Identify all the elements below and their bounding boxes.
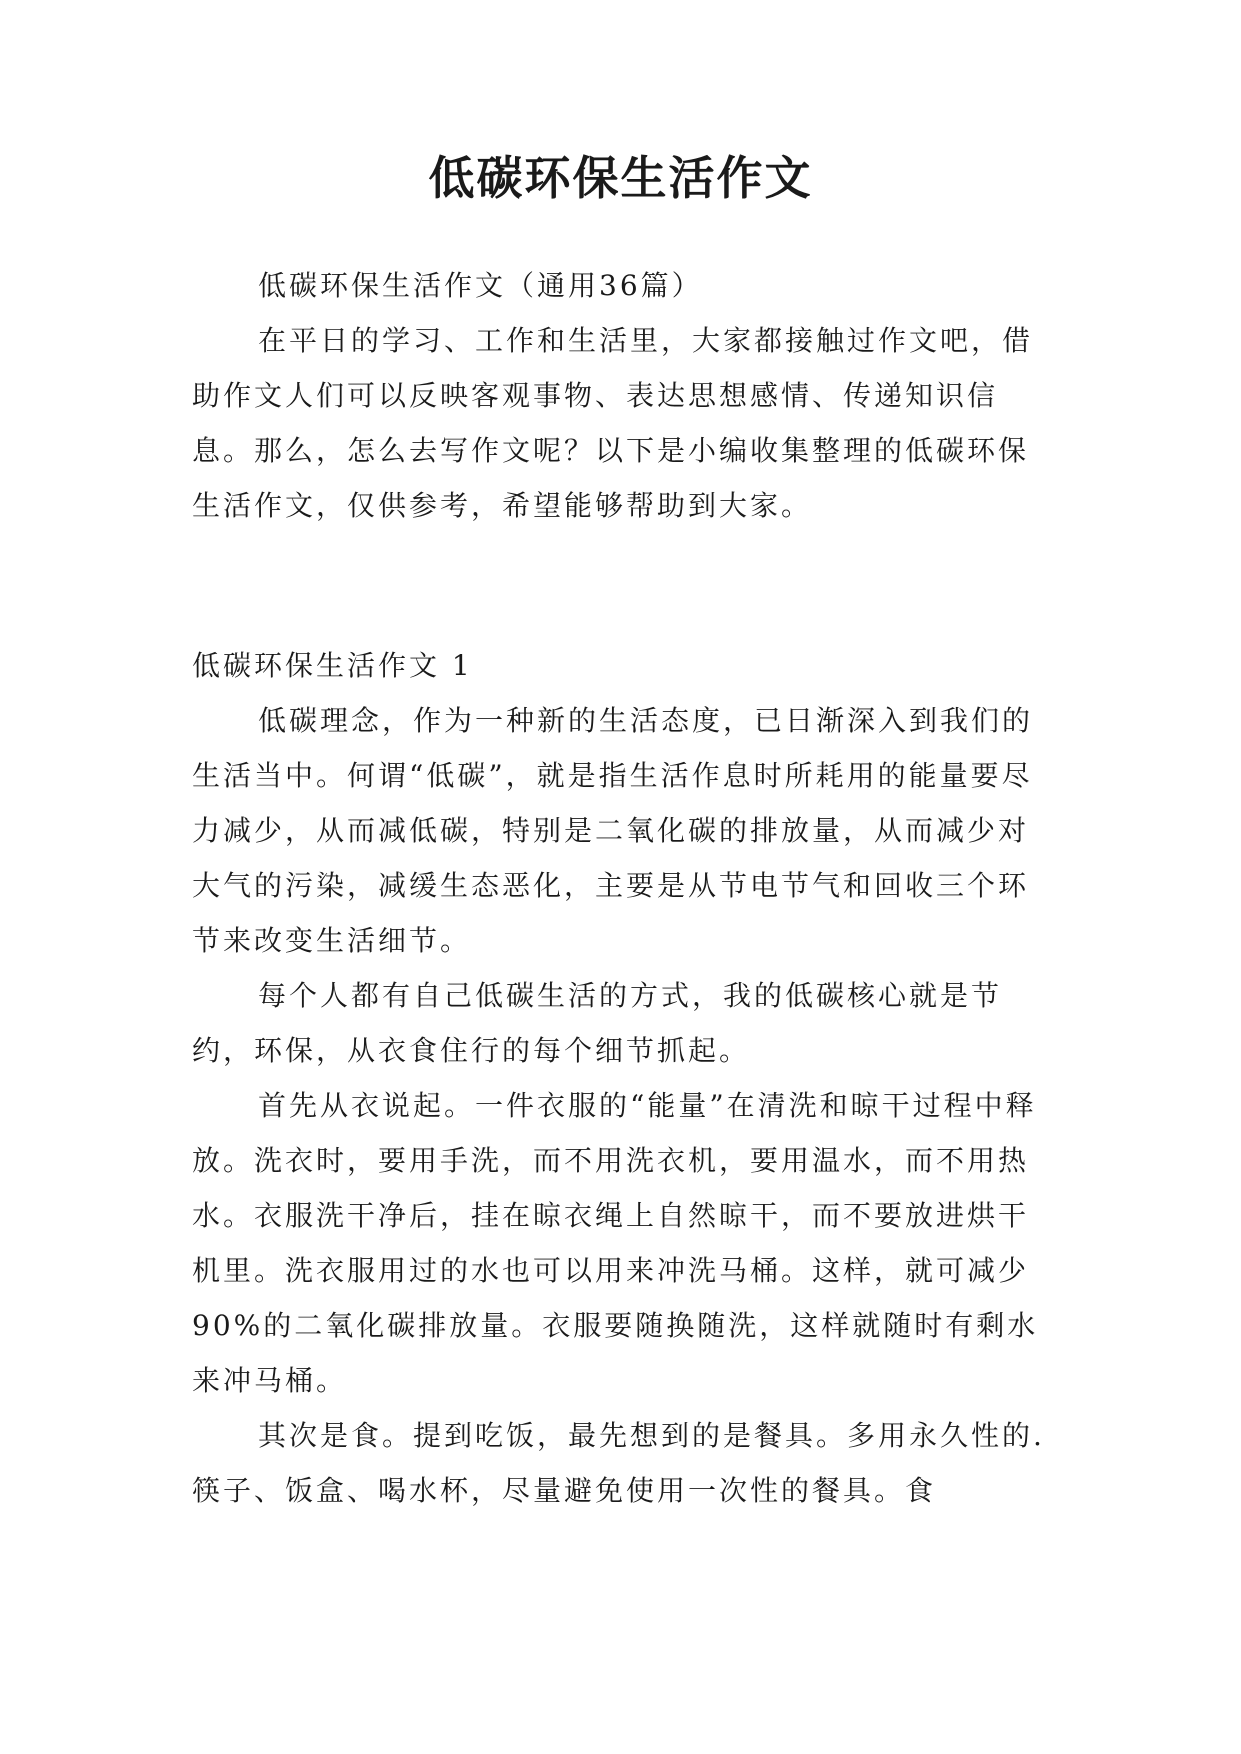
section-heading: 低碳环保生活作文 1: [192, 649, 473, 682]
intro-paragraph: 在平日的学习、工作和生活里，大家都接触过作文吧，借助作文人们可以反映客观事物、表达思想感情、传递知识信息。那么，怎么去写作文呢？以下是小编收集整理的低碳环保生活作文，仅供参考，希望能够帮助到大家。: [192, 324, 1034, 522]
paragraph: 低碳理念，作为一种新的生活态度，已日渐深入到我们的生活当中。何谓“低碳”，就是指生活作息时所耗用的能量要尽力减少，从而减低碳，特别是二氧化碳的排放量，从而减少对大气的污染，减缓生态恶化，主要是从节电节气和回收三个环节来改变生活细节。: [192, 704, 1034, 957]
paragraph: 首先从衣说起。一件衣服的“能量”在清洗和晾干过程中释放。洗衣时，要用手洗，而不用洗衣机，要用温水，而不用热水。衣服洗干净后，挂在晾衣绳上自然晾干，而不要放进烘干机里。洗衣服用过的水也可以用来冲洗马桶。这样，就可减少90%的二氧化碳排放量。衣服要随换随洗，这样就随时有剩水来冲马桶。: [192, 1089, 1039, 1397]
intro-block: [192, 258, 1054, 533]
document-title: 低碳环保生活作文: [428, 151, 813, 205]
paragraph: 其次是食。提到吃饭，最先想到的是餐具。多用永久性的. 筷子、饭盒、喝水杯，尽量避免使用一次性的餐具。食: [192, 1419, 1045, 1507]
section-1: [192, 638, 1054, 1518]
paragraph: 每个人都有自己低碳生活的方式，我的低碳核心就是节约，环保，从衣食住行的每个细节抓起。: [192, 979, 1003, 1067]
document-subtitle: 低碳环保生活作文（通用36篇）: [258, 269, 703, 302]
